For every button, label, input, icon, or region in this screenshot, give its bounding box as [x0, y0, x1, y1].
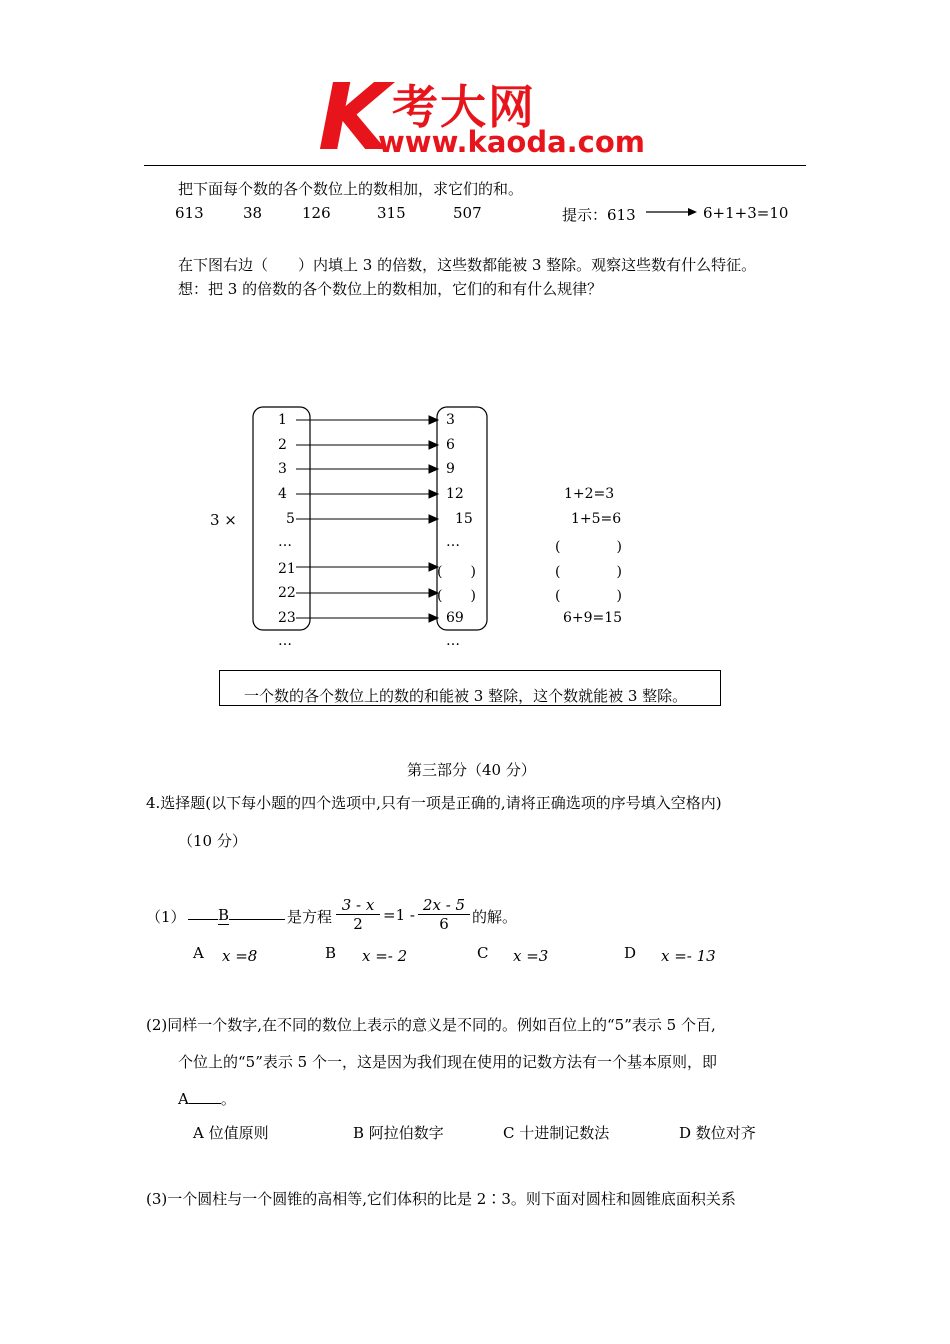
right-value-69: 69	[446, 610, 464, 626]
left-ellipsis-1: …	[278, 534, 292, 550]
right-value-6: 6	[446, 437, 455, 453]
mapping-arrows	[296, 416, 438, 622]
q1-text-solution: 的解。	[472, 908, 518, 926]
left-value-2: 2	[278, 437, 287, 453]
q1-option-a-letter: A	[193, 944, 204, 962]
left-value-5: 5	[286, 511, 295, 527]
left-value-1: 1	[278, 412, 287, 428]
logo-k-mark: K	[318, 64, 390, 171]
q1-option-a-value: x =8	[222, 947, 258, 965]
q3-line1: (3)一个圆柱与一个圆锥的高相等,它们体积的比是 2∶3。则下面对圆柱和圆锥底面积关系	[146, 1190, 736, 1208]
sum-6: 6+9=15	[563, 610, 623, 626]
sum-2: 1+5=6	[571, 511, 622, 527]
right-blank-2: ( )	[437, 588, 476, 604]
q1-answer-blank[interactable]	[188, 906, 285, 925]
q2-line2: 个位上的“5”表示 5 个一，这是因为我们现在使用的记数方法有一个基本原则，即	[178, 1053, 717, 1071]
sum-blank-1: ( )	[555, 539, 622, 555]
q2-answer-blank[interactable]	[178, 1088, 236, 1109]
right-ellipsis-2: …	[446, 633, 460, 649]
q1-option-d-value: x =- 13	[661, 947, 716, 965]
q2-option-a: A 位值原则	[193, 1124, 269, 1142]
logo-chinese-name: 考大网	[392, 80, 536, 134]
q1-option-b-letter: B	[325, 944, 337, 962]
fraction-1-numerator: 3 - x	[341, 896, 375, 914]
hint-arrow-icon	[646, 204, 698, 220]
number-126: 126	[302, 204, 331, 222]
section1-instruction: 把下面每个数的各个数位上的数相加，求它们的和。	[178, 180, 524, 198]
q1-option-c-letter: C	[477, 944, 489, 962]
fraction-2-numerator: 2x - 5	[422, 896, 466, 914]
number-613: 613	[175, 204, 204, 222]
hint-result: 6+1+3=10	[703, 204, 789, 222]
q1-option-c-value: x =3	[513, 947, 549, 965]
left-value-22: 22	[278, 585, 296, 601]
sum-1: 1+2=3	[564, 486, 615, 502]
left-value-3: 3	[278, 461, 287, 477]
q1-fraction-1	[336, 896, 380, 933]
part3-title: 第三部分（40 分）	[407, 761, 536, 779]
q2-option-b: B 阿拉伯数字	[353, 1124, 444, 1142]
q2-end: 。	[220, 1090, 236, 1108]
rule-box-text: 一个数的各个数位上的数的和能被 3 整除，这个数就能被 3 整除。	[244, 687, 688, 705]
question4-points: （10 分）	[178, 832, 247, 850]
sum-blank-3: ( )	[555, 588, 622, 604]
q1-text-equation: 是方程	[287, 908, 333, 926]
section2-line2: 想：把 3 的倍数的各个数位上的数相加，它们的和有什么规律？	[178, 280, 603, 298]
q1-fraction-2	[418, 896, 470, 933]
section2-line1: 在下图右边（ ）内填上 3 的倍数，这些数都能被 3 整除。观察这些数有什么特征。	[178, 256, 757, 274]
q2-answer: A	[178, 1090, 189, 1108]
q1-option-b-value: x =- 2	[362, 947, 408, 965]
question4-instruction: 4.选择题(以下每小题的四个选项中,只有一项是正确的,请将正确选项的序号填入空格内)	[146, 794, 722, 812]
q1-answer: B	[218, 906, 230, 924]
logo-url: www.kaoda.com	[378, 125, 645, 159]
hint-label: 提示：613	[562, 206, 636, 224]
q2-option-d: D 数位对齐	[679, 1124, 756, 1142]
right-value-3: 3	[446, 412, 455, 428]
fraction-2-denominator: 6	[439, 915, 449, 933]
sum-blank-2: ( )	[555, 564, 622, 580]
right-value-12: 12	[446, 486, 464, 502]
header-rule	[144, 165, 806, 166]
left-value-4: 4	[278, 486, 287, 502]
multiplier-label: 3 ×	[210, 511, 237, 529]
number-507: 507	[453, 204, 482, 222]
q2-option-c: C 十进制记数法	[503, 1124, 610, 1142]
number-38: 38	[243, 204, 263, 222]
number-315: 315	[377, 204, 406, 222]
q1-label: （1）	[146, 908, 186, 926]
left-ellipsis-2: …	[278, 633, 292, 649]
left-value-21: 21	[278, 561, 296, 577]
right-ellipsis-1: …	[446, 534, 460, 550]
right-value-9: 9	[446, 461, 455, 477]
left-value-23: 23	[278, 610, 296, 626]
right-blank-1: ( )	[437, 564, 476, 580]
fraction-1-denominator: 2	[353, 915, 363, 933]
right-value-15: 15	[455, 511, 473, 527]
q2-line1: (2)同样一个数字,在不同的数位上表示的意义是不同的。例如百位上的“5”表示 5 个百,	[146, 1016, 716, 1034]
q1-option-d-letter: D	[624, 944, 637, 962]
q1-equals-one-minus: =1 -	[383, 906, 415, 924]
